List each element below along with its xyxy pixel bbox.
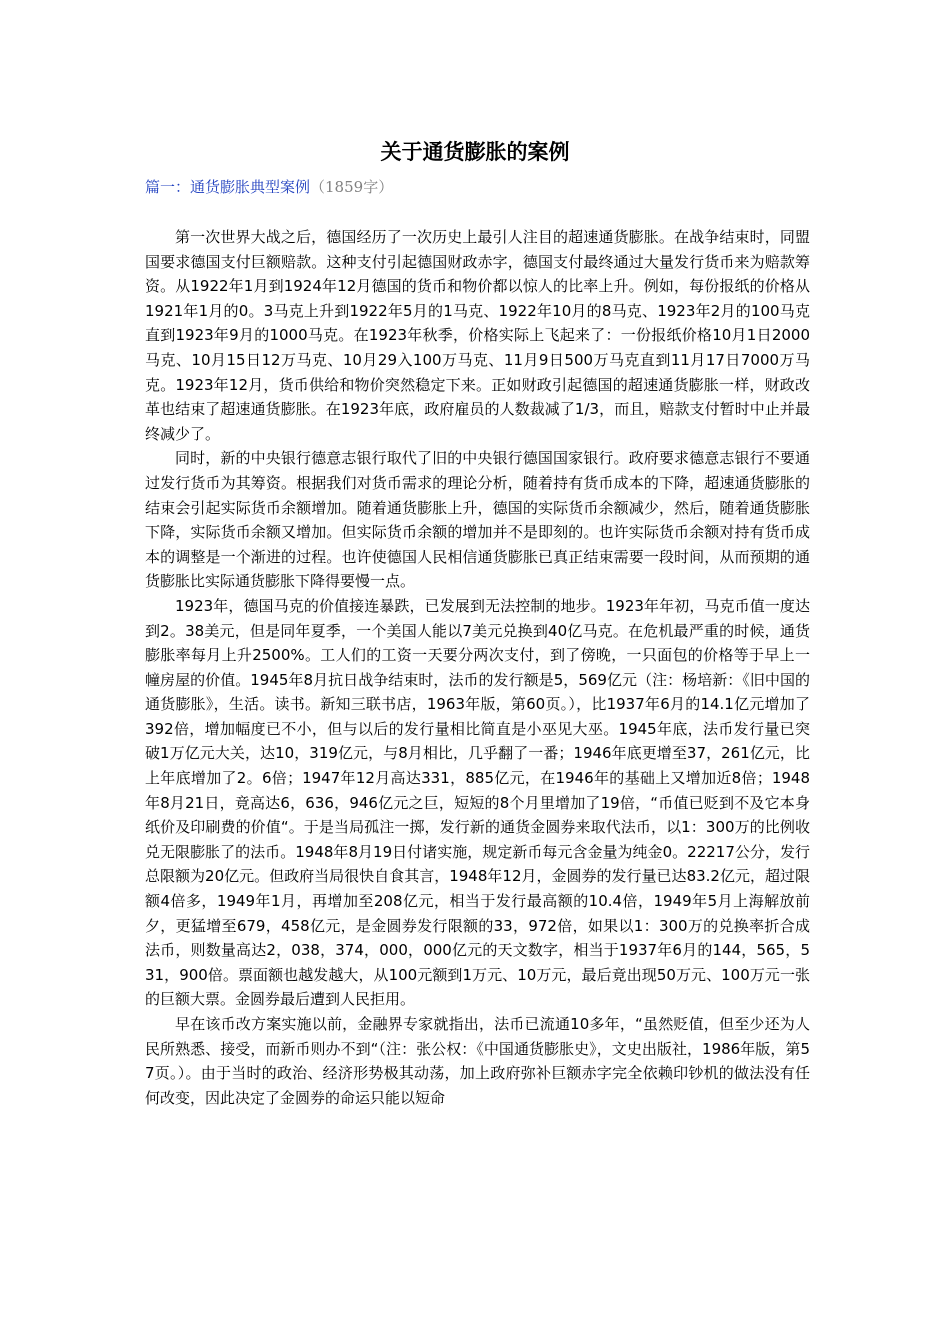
paragraph-2: 同时，新的中央银行德意志银行取代了旧的中央银行德国国家银行。政府要求德意志银行不要通过发行货币为其筹资。根据我们对货币需求的理论分析，随着持有货币成本的下降，超速通货膨胀的结束会引起实际货币余额增加。随着通货膨胀上升，德国的实际货币余额减少，然后，随着通货膨胀下降，实际货币余额又增加。但实际货币余额的增加并不是即刻的。也许实际货币余额对持有货币成本的调整是一个渐进的过程。也许使德国人民相信通货膨胀已真正结束需要一段时间，从而预期的通货膨胀比实际通货膨胀下降得要慢一点。 — [145, 449, 810, 591]
word-count: （1859字） — [310, 178, 394, 196]
paragraph-4: 早在该币改方案实施以前，金融界专家就指出，法币已流通10多年，“虽然贬值，但至少还为人民所熟悉、接受，而新币则办不到“（注：张公权：《中国通货膨胀史》，文史出版社，1986年版，第57页。）。由于当时的政治、经济形势极其动荡，加上政府弥补巨额赤字完全依赖印钞机的做法没有任何改变，因此决定了金圆券的命运只能以短命 — [145, 1015, 810, 1107]
paragraph-1: 第一次世界大战之后，德国经历了一次历史上最引人注目的超速通货膨胀。在战争结束时，同盟国要求德国支付巨额赔款。这种支付引起德国财政赤字，德国支付最终通过大量发行货币来为赔款筹资。从1922年1月到1924年12月德国的货币和物价都以惊人的比率上升。例如，每份报纸的价格从1921年1月的0。3马克上升到1922年5月的1马克、1922年10月的8马克、1923年2月的100马克直到1923年9月的1000马克。在1923年秋季，价格实际上飞起来了：一份报纸价格10月1日2000马克、10月15日12万马克、10月29入100万马克、11月9日500万马克直到11月17日7000万马克。1923年12月，货币供给和物价突然稳定下来。正如财政引起德国的超速通货膨胀一样，财政改革也结束了超速通货膨胀。在1923年底，政府雇员的人数裁减了1/3，而且，赔款支付暂时中止并最终减少了。 — [145, 228, 810, 443]
article-body — [145, 225, 810, 1110]
section-heading — [145, 176, 393, 198]
document-title: 关于通货膨胀的案例 — [380, 140, 570, 164]
section-link[interactable]: 篇一：通货膨胀典型案例 — [145, 178, 311, 196]
paragraph-3: 1923年，德国马克的价值接连暴跌，已发展到无法控制的地步。1923年年初，马克币值一度达到2。38美元，但是同年夏季，一个美国人能以7美元兑换到40亿马克。在危机最严重的时候，通货膨胀率每月上升2500%。工人们的工资一天要分两次支付，到了傍晚，一只面包的价格等于早上一幢房屋的价值。1945年8月抗日战争结束时，法币的发行额是5，569亿元（注：杨培新：《旧中国的通货膨胀》，生活。读书。新知三联书店，1963年版，第60页。），比1937年6月的14.1亿元增加了392倍，增加幅度已不小，但与以后的发行量相比简直是小巫见大巫。1945年底，法币发行量已突破1万亿元大关，达10，319亿元，与8月相比，几乎翻了一番；1946年底更增至37，261亿元，比上年底增加了2。6倍；1947年12月高达331，885亿元，在1946年的基础上又增加近8倍；1948年8月21日，竟高达6，636，946亿元之巨，短短的8个月里增加了19倍，“币值已贬到不及它本身纸价及印刷费的价值“。于是当局孤注一掷，发行新的通货金圆券来取代法币，以1：300万的比例收兑无限膨胀了的法币。1948年8月19日付诸实施，规定新币每元含金量为纯金0。22217公分，发行总限额为20亿元。但政府当局很快自食其言，1948年12月，金圆券的发行量已达83.2亿元，超过限额4倍多，1949年1月，再增加至208亿元，相当于发行最高额的10.4倍，1949年5月上海解放前夕，更猛增至679，458亿元，是金圆券发行限额的33，972倍，如果以1：300万的兑换率折合成法币，则数量高达2，038，374，000，000亿元的天文数字，相当于1937年6月的144，565，531，900倍。票面额也越发越大，从100元额到1万元、10万元，最后竟出现50万元、100万元一张的巨额大票。金圆券最后遭到人民拒用。 — [145, 596, 810, 1009]
